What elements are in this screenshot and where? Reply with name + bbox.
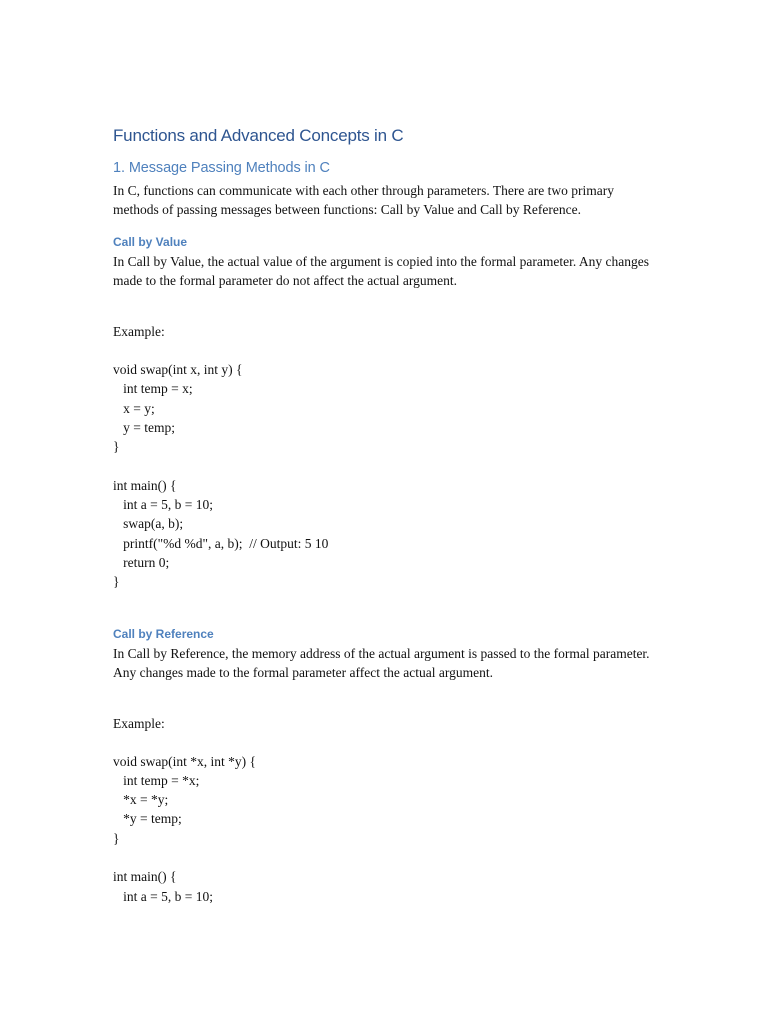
code-line: *x = *y; bbox=[113, 792, 169, 808]
code-line: int a = 5, b = 10; bbox=[113, 497, 213, 513]
section-intro-paragraph: In C, functions can communicate with each other through parameters. There are two primary methods of passing messages between functions: Call by Value and Call by Reference. bbox=[113, 183, 614, 217]
call-by-value-example-label: Example: bbox=[113, 324, 165, 339]
code-line: } bbox=[113, 574, 120, 590]
call-by-reference-description: In Call by Reference, the memory address of the actual argument is passed to the formal parameter. Any changes made to the formal parameter affect the actual argument. bbox=[113, 645, 650, 680]
call-by-value-code-block bbox=[113, 360, 653, 592]
code-line: } bbox=[113, 439, 120, 455]
code-line: void swap(int *x, int *y) { bbox=[113, 753, 256, 769]
call-by-reference-code-block bbox=[113, 752, 653, 906]
document-page bbox=[113, 124, 653, 906]
code-line: int temp = x; bbox=[113, 381, 193, 397]
code-line: } bbox=[113, 830, 120, 846]
code-line bbox=[113, 848, 653, 867]
code-line: y = temp; bbox=[113, 419, 175, 435]
code-line: int main() { bbox=[113, 477, 177, 493]
document-title: Functions and Advanced Concepts in C bbox=[113, 126, 404, 145]
code-line: int temp = *x; bbox=[113, 772, 200, 788]
code-line: printf("%d %d", a, b); // Output: 5 10 bbox=[113, 535, 329, 551]
call-by-reference-example-label: Example: bbox=[113, 715, 165, 731]
subheading-call-by-value: Call by Value bbox=[113, 235, 188, 249]
code-line bbox=[113, 456, 653, 475]
code-line: return 0; bbox=[113, 554, 170, 570]
code-line: void swap(int x, int y) { bbox=[113, 362, 243, 377]
code-line: int a = 5, b = 10; bbox=[113, 888, 213, 904]
code-line: x = y; bbox=[113, 400, 155, 416]
subheading-call-by-reference: Call by Reference bbox=[113, 626, 214, 641]
code-line: swap(a, b); bbox=[113, 516, 184, 532]
section-heading-message-passing: 1. Message Passing Methods in C bbox=[113, 160, 330, 176]
code-line: int main() { bbox=[113, 869, 177, 885]
code-line: *y = temp; bbox=[113, 811, 182, 827]
call-by-value-description: In Call by Value, the actual value of the argument is copied into the formal parameter. Any changes made to the formal parameter do not affect the actual argument. bbox=[113, 254, 649, 288]
